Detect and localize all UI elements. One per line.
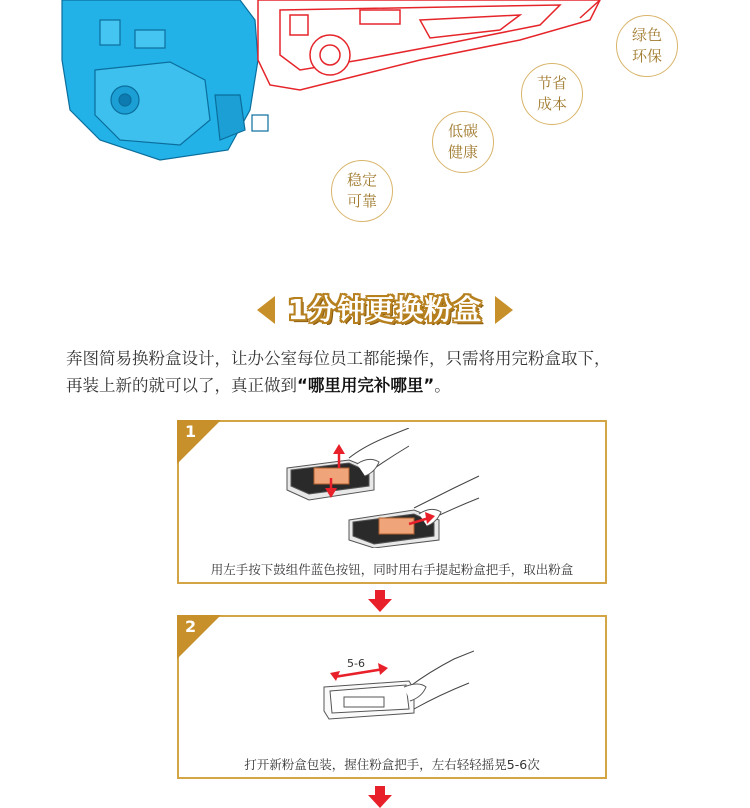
- intro-line1: 奔图简易换粉盒设计，让办公室每位员工都能操作，只需将用完粉盒取下，: [66, 349, 611, 368]
- step-1-caption: 用左手按下鼓组件蓝色按钮，同时用右手提起粉盒把手，取出粉盒: [210, 562, 574, 577]
- step-arrow-down-icon: [368, 786, 392, 808]
- feature-stable-line2: 可靠: [346, 192, 377, 210]
- intro-highlight: “哪里用完补哪里”: [297, 376, 435, 395]
- feature-health-line1: 低碳: [447, 122, 478, 140]
- feature-save-badge: [521, 63, 583, 125]
- feature-green-badge: [616, 15, 678, 77]
- section-title: 1分钟更换粉盒: [287, 293, 483, 326]
- step-2-number: 2: [185, 617, 197, 636]
- feature-green-line2: 环保: [631, 47, 662, 65]
- step-2-corner: [177, 615, 221, 659]
- step-1-number: 1: [185, 422, 197, 441]
- shake-count-label: 5-6: [347, 657, 365, 670]
- step-1-corner: [177, 420, 221, 464]
- step-2-caption: 打开新粉盒包装，握住粉盒把手，左右轻轻摇晃5-6次: [244, 757, 540, 772]
- feature-health-line2: 健康: [447, 143, 478, 161]
- feature-save-line2: 成本: [536, 95, 567, 113]
- remove-cartridge-illustration: [279, 428, 509, 548]
- title-left-triangle-icon: [257, 296, 275, 324]
- step-1-box: [177, 420, 607, 584]
- intro-line2: [66, 372, 706, 399]
- step-2-box: [177, 615, 607, 779]
- feature-stable-line1: 稳定: [346, 171, 377, 189]
- intro-line2-text: 再装上新的就可以了，真正做到: [66, 376, 297, 395]
- feature-save-line1: 节省: [536, 74, 567, 92]
- feature-stable-badge: [331, 160, 393, 222]
- intro-paragraph: [66, 345, 706, 399]
- step-arrow-down-icon: [368, 590, 392, 612]
- title-right-triangle-icon: [495, 296, 513, 324]
- intro-line2-end: 。: [434, 376, 451, 395]
- feature-health-badge: [432, 111, 494, 173]
- feature-green-line1: 绿色: [631, 26, 662, 44]
- section-title-banner: [0, 290, 750, 330]
- shake-cartridge-illustration: [314, 647, 474, 737]
